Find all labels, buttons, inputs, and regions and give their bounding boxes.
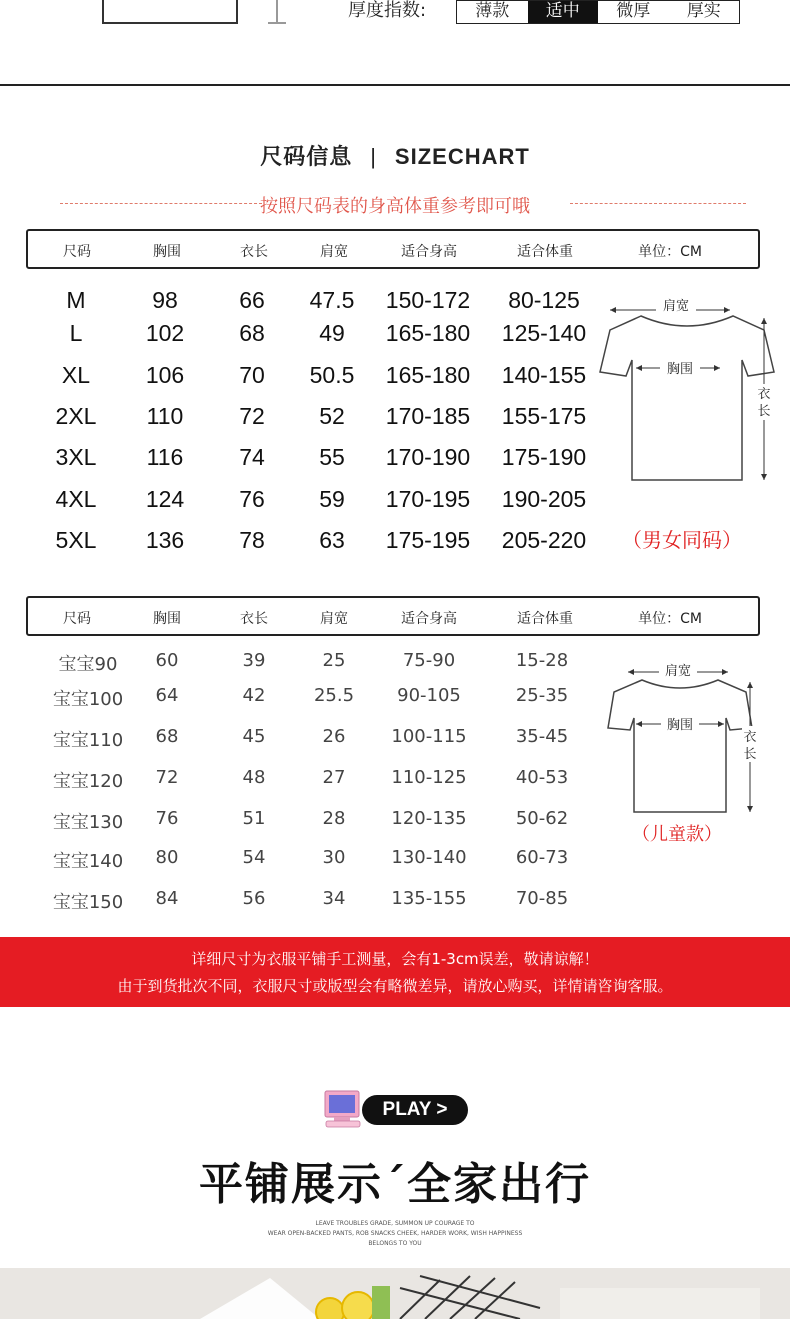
- banner-line-2: 由于到货批次不同，衣服尺寸或版型会有略微差异，请放心购买，详情请咨询客服。: [117, 977, 673, 995]
- cell-height: 100-115: [391, 726, 467, 747]
- thickness-option-thick: 厚实: [686, 1, 721, 21]
- reference-note: 按照尺码表的身高体重参考即可哦: [260, 196, 530, 217]
- cell-height: 75-90: [402, 650, 456, 671]
- cell-shoulder: 50.5: [309, 362, 355, 388]
- cell-chest: 110: [146, 403, 184, 429]
- cell-chest: 76: [155, 808, 179, 829]
- cell-shoulder: 59: [319, 486, 345, 512]
- adult-length-label-2: 长: [757, 404, 771, 419]
- cell-length: 78: [239, 527, 265, 553]
- cell-weight: 15-28: [515, 650, 569, 671]
- kids-table-header: [26, 596, 760, 636]
- cell-size: 2XL: [55, 403, 97, 429]
- cell-length: 74: [239, 444, 265, 470]
- cell-size: 宝宝120: [52, 771, 124, 792]
- cell-height: 130-140: [391, 847, 467, 868]
- kids-style-note: （儿童款）: [632, 824, 722, 845]
- col-chest: 胸围: [153, 244, 181, 260]
- cell-shoulder: 49: [319, 320, 345, 346]
- cell-height: 170-185: [385, 403, 471, 429]
- col-shoulder: 肩宽: [320, 611, 348, 627]
- cell-chest: 102: [145, 320, 185, 346]
- measure-tick: [276, 0, 278, 24]
- cell-weight: 80-125: [508, 287, 580, 313]
- shirt-outline-stub: [102, 0, 238, 24]
- cell-shoulder: 52: [319, 403, 345, 429]
- cell-chest: 60: [155, 650, 179, 671]
- cell-length: 68: [239, 320, 265, 346]
- cell-weight: 155-175: [501, 403, 587, 429]
- cell-size: L: [69, 320, 83, 346]
- cell-shoulder: 55: [319, 444, 345, 470]
- adult-table-header: [26, 229, 760, 269]
- cell-length: 70: [239, 362, 265, 388]
- cell-length: 39: [242, 650, 266, 671]
- cell-chest: 84: [155, 888, 179, 909]
- cell-chest: 98: [152, 287, 178, 313]
- adult-length-label-1: 衣: [757, 387, 771, 402]
- kids-length-label-1: 衣: [743, 730, 757, 745]
- cell-size: 宝宝100: [52, 689, 124, 710]
- cell-height: 165-180: [385, 320, 471, 346]
- cell-shoulder: 30: [322, 847, 346, 868]
- cell-length: 56: [242, 888, 266, 909]
- cell-chest: 80: [155, 847, 179, 868]
- cell-size: 宝宝110: [52, 730, 124, 751]
- cell-size: 4XL: [55, 486, 97, 512]
- cell-weight: 190-205: [501, 486, 587, 512]
- thickness-options: [456, 0, 740, 24]
- cell-height: 110-125: [391, 767, 467, 788]
- col-unit: 单位：CM: [638, 611, 702, 627]
- cell-shoulder: 26: [322, 726, 346, 747]
- col-length: 衣长: [240, 244, 268, 260]
- col-weight: 适合体重: [517, 244, 573, 260]
- cell-chest: 124: [145, 486, 185, 512]
- col-weight: 适合体重: [517, 611, 573, 627]
- tshirt-icon: [596, 290, 780, 490]
- cell-weight: 70-85: [515, 888, 569, 909]
- cell-length: 48: [242, 767, 266, 788]
- kids-shoulder-label: 肩宽: [664, 664, 692, 679]
- thickness-section: [0, 0, 790, 86]
- cell-length: 76: [239, 486, 265, 512]
- thickness-label: 厚度指数:: [348, 0, 427, 21]
- cell-chest: 106: [145, 362, 185, 388]
- tagline-line-1: LEAVE TROUBLES GRADE, SUMMON UP COURAGE TO: [315, 1220, 475, 1227]
- measurement-disclaimer-banner: [0, 937, 790, 1007]
- cell-size: 3XL: [55, 444, 97, 470]
- play-button[interactable]: PLAY >: [362, 1095, 468, 1125]
- cell-height: 170-195: [385, 486, 471, 512]
- unisex-note: （男女同码）: [622, 528, 742, 552]
- monitor-icon: [322, 1089, 364, 1131]
- cell-height: 150-172: [385, 287, 471, 313]
- size-chart-heading: [0, 140, 790, 171]
- col-length: 衣长: [240, 611, 268, 627]
- adult-chest-label: 胸围: [666, 362, 694, 377]
- col-size: 尺码: [63, 244, 91, 260]
- cell-size: 5XL: [55, 527, 97, 553]
- cell-height: 170-190: [385, 444, 471, 470]
- adult-shoulder-label: 肩宽: [662, 299, 690, 314]
- thickness-option-medium: 适中: [528, 1, 599, 23]
- heading-en: SIZECHART: [394, 144, 530, 169]
- tagline-line-3: BELONGS TO YOU: [368, 1240, 422, 1247]
- cell-shoulder: 27: [322, 767, 346, 788]
- tagline-line-2: WEAR OPEN-BACKED PANTS, ROB SNACKS CHEEK, HARDER WORK, WISH HAPPINESS: [267, 1230, 523, 1237]
- heading-cn: 尺码信息: [260, 144, 353, 169]
- reference-note-row: [0, 190, 790, 218]
- cell-weight: 25-35: [515, 685, 569, 706]
- cell-height: 90-105: [397, 685, 461, 706]
- col-height: 适合身高: [401, 611, 457, 627]
- cell-length: 42: [242, 685, 266, 706]
- cell-height: 165-180: [385, 362, 471, 388]
- cell-weight: 125-140: [501, 320, 587, 346]
- kids-length-label-2: 长: [743, 747, 757, 762]
- cell-chest: 72: [155, 767, 179, 788]
- cell-weight: 175-190: [501, 444, 587, 470]
- banner-line-1: 详细尺寸为衣服平铺手工测量，会有1-3cm误差，敬请谅解！: [191, 950, 599, 968]
- cell-shoulder: 28: [322, 808, 346, 829]
- thickness-option-thin: 薄款: [475, 1, 510, 21]
- cell-size: 宝宝90: [58, 654, 118, 675]
- cell-size: M: [66, 287, 86, 313]
- cell-shoulder: 25: [322, 650, 346, 671]
- cell-size: 宝宝130: [52, 812, 124, 833]
- cell-height: 120-135: [391, 808, 467, 829]
- cell-shoulder: 63: [319, 527, 345, 553]
- col-height: 适合身高: [401, 244, 457, 260]
- cell-size: 宝宝140: [52, 851, 124, 872]
- cell-length: 45: [242, 726, 266, 747]
- tshirt-icon: [602, 660, 762, 820]
- cell-length: 72: [239, 403, 265, 429]
- heading-separator: |: [370, 144, 377, 169]
- col-size: 尺码: [63, 611, 91, 627]
- cell-height: 175-195: [385, 527, 471, 553]
- cell-length: 66: [239, 287, 265, 313]
- cell-shoulder: 47.5: [309, 287, 355, 313]
- cell-chest: 116: [146, 444, 184, 470]
- cell-shoulder: 25.5: [313, 685, 355, 706]
- cell-height: 135-155: [391, 888, 467, 909]
- thickness-option-slightly-thick: 微厚: [616, 1, 651, 21]
- col-chest: 胸围: [153, 611, 181, 627]
- cell-chest: 64: [155, 685, 179, 706]
- product-photo: [0, 1268, 790, 1319]
- cell-weight: 60-73: [515, 847, 569, 868]
- col-shoulder: 肩宽: [320, 244, 348, 260]
- cell-chest: 68: [155, 726, 179, 747]
- cell-length: 51: [242, 808, 266, 829]
- kids-chest-label: 胸围: [666, 718, 694, 733]
- cell-weight: 50-62: [515, 808, 569, 829]
- col-unit: 单位：CM: [638, 244, 702, 260]
- cell-length: 54: [242, 847, 266, 868]
- flatlay-title: 平铺展示ˊ全家出行: [199, 1159, 591, 1210]
- cell-weight: 205-220: [501, 527, 587, 553]
- cell-weight: 40-53: [515, 767, 569, 788]
- cell-weight: 35-45: [515, 726, 569, 747]
- cell-weight: 140-155: [501, 362, 587, 388]
- cell-size: XL: [61, 362, 91, 388]
- cell-shoulder: 34: [322, 888, 346, 909]
- cell-size: 宝宝150: [52, 892, 124, 913]
- cell-chest: 136: [145, 527, 185, 553]
